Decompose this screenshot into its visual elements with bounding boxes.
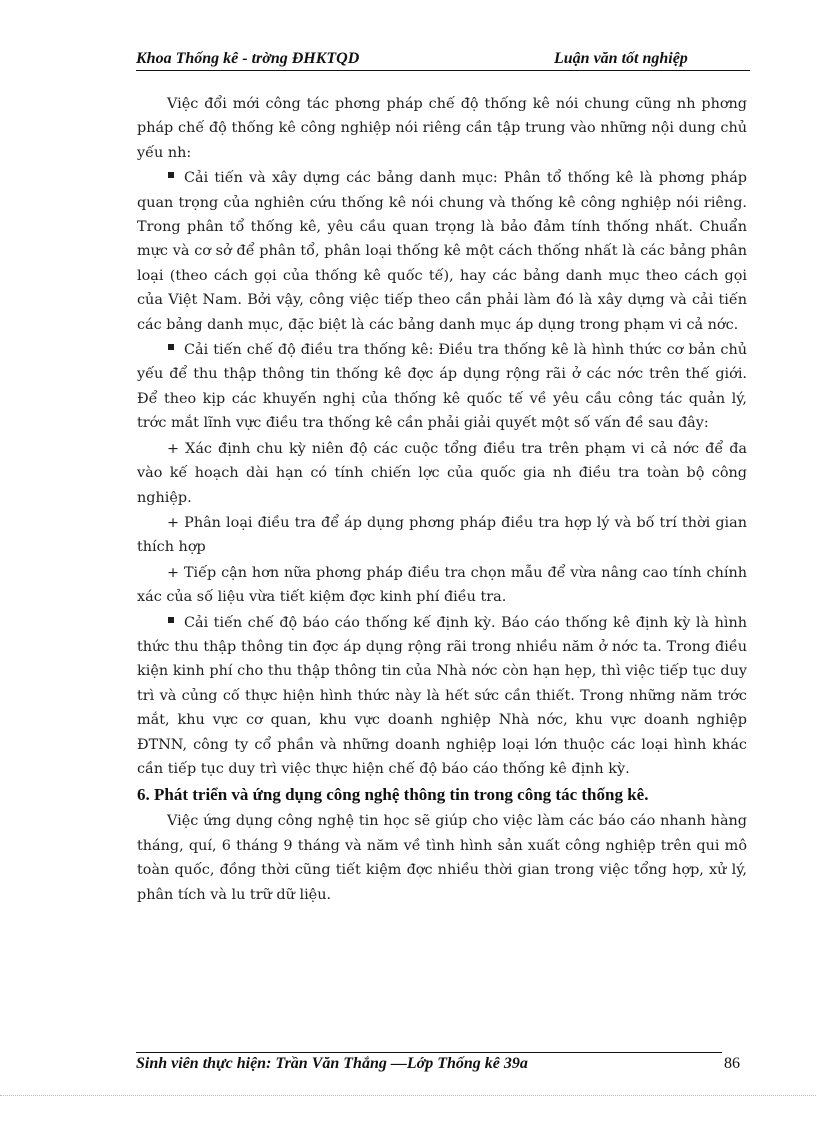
- header-faculty: Khoa Thống kê - trờng ĐHKTQD: [136, 50, 360, 67]
- section-heading: 6. Phát triển và ứng dụng công nghệ thông tin trong công tác thống kê.: [137, 785, 649, 805]
- paragraph-intro: Việc đổi mới công tác phơng pháp chế độ thống kê nói chung cũng nh phơng pháp chế độ thống kê công nghiệp nói riêng cần tập trung vào những nội dung chủ yếu nh:: [137, 96, 747, 161]
- paragraph-it-application: Việc ứng dụng công nghệ tin học sẽ giúp cho việc làm các báo cáo nhanh hàng tháng, quí, 6 tháng 9 tháng và năm về tình hình sản xuất công nghiệp trên qui mô toàn quốc, đồng thời cũng tiết kiệm đợc nhiều thời gian trong việc tổng hợp, xử lý, phân tích và lu trữ dữ liệu.: [137, 813, 747, 903]
- page-body: [137, 92, 747, 908]
- bottom-dotted-border: [0, 1095, 816, 1096]
- bullet-paragraph-reporting: Cải tiến chế độ báo cáo thống kế định kỳ. Báo cáo thống kê định kỳ là hình thức thu thập thông tin đợc áp dụng rộng rãi trong nhiều năm ở nớc ta. Trong điều kiện kinh phí cho thu thập thông tin của Nhà nớc còn hạn hẹp, thì việc tiếp tục duy trì và củng cố thực hiện hình thức này là hết sức cần thiết. Trong những năm trớc mắt, khu vực cơ quan, khu vực doanh nghiệp Nhà nớc, khu vực doanh nghiệp ĐTNN, công ty cổ phần và những doanh nghiệp loại lớn thuộc các loại hình khác cần tiếp tục duy trì việc thực hiện chế độ báo cáo thống kê định kỳ.: [137, 611, 747, 782]
- footer-author: Sinh viên thực hiện: Trần Văn Thắng —Lớp Thống kê 39a: [136, 1055, 528, 1072]
- header-rule: [136, 70, 750, 71]
- bullet-paragraph-survey: Cải tiến chế độ điều tra thống kê: Điều tra thống kê là hình thức cơ bản chủ yếu để thu thập thông tin thống kê đợc áp dụng rộng rãi ở các nớc trên thế giới. Để theo kịp các khuyến nghị của thống kê quốc tế về yêu cầu công tác quản lý, trớc mắt lĩnh vực điều tra thống kê cần phải giải quyết một số vấn đề sau đây:: [137, 338, 747, 436]
- list-item-survey-classification: + Phân loại điều tra để áp dụng phơng pháp điều tra hợp lý và bố trí thời gian thích hợp: [137, 514, 747, 556]
- bullet-paragraph-classification: Cải tiến và xây dựng các bảng danh mục: Phân tổ thống kê là phơng pháp quan trọng của nghiên cứu thống kê nói chung và thống kê công nghiệp nói riêng. Trong phân tổ thống kê, yêu cầu quan trọng là bảo đảm tính thống nhất. Chuẩn mực và cơ sở để phân tổ, phân loại thống kê một cách thống nhất là các bảng phân loại (theo cách gọi của thống kê quốc tế), hay các bảng danh mục theo cách gọi của Việt Nam. Bởi vậy, công việc tiếp theo cần phải làm đó là xây dựng và cải tiến các bảng danh mục, đặc biệt là các bảng danh mục áp dụng trong phạm vi cả nớc.: [137, 166, 747, 337]
- header-document-type: Luận văn tốt nghiệp: [554, 50, 688, 67]
- list-item-sampling: + Tiếp cận hơn nữa phơng pháp điều tra chọn mẫu để vừa nâng cao tính chính xác của số liệu vừa tiết kiệm đợc kinh phí điều tra.: [137, 564, 747, 606]
- footer-rule: [136, 1052, 722, 1053]
- page-number: 86: [724, 1055, 740, 1072]
- list-item-survey-cycle: + Xác định chu kỳ niên độ các cuộc tổng điều tra trên phạm vi cả nớc để đa vào kế hoạch dài hạn có tính chiến lợc của quốc gia nh điều tra toàn bộ công nghiệp.: [137, 440, 747, 506]
- page-footer: [136, 1052, 750, 1082]
- page-header: [136, 50, 750, 72]
